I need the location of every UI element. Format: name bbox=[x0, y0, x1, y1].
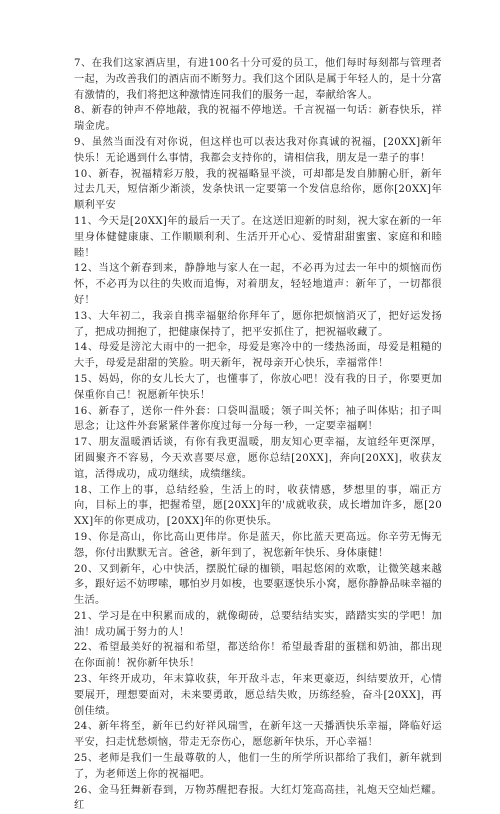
paragraph-24: 24、新年将至，新年已约好祥风瑞雪，在新年这一天播洒快乐幸福，降临好运平安，扫走忧愁烦恼，带走无奈伤心，愿您新年快乐，开心幸福！ bbox=[74, 721, 442, 749]
paragraph-14: 14、母爱是滂沱大雨中的一把伞，母爱是寒冷中的一缕热汤面，母爱是粗糙的大手，母爱是甜甜的笑脸。明天新年，祝母亲开心快乐，幸福常伴！ bbox=[74, 342, 442, 370]
paragraph-16: 16、新春了，送你一件外套：口袋叫温暖；领子叫关怀；袖子叫体贴；扣子叫思念；让这件外套紧紧伴著你度过每一分每一秒，一定要幸福啊！ bbox=[74, 405, 442, 433]
paragraph-17: 17、朋友温暖酒话谈，有你有我更温暖，朋友知心更幸福，友谊经年更深厚，团圆聚齐不容易，今天欢喜要尽意，愿你总结[20XX]，奔向[20XX]，收获友谊，活得成功，成功继续，成绩继续。 bbox=[74, 437, 442, 480]
paragraph-13: 13、大年初二，我亲自携幸福躯给你拜年了，愿你把烦恼消灭了，把好运发扬了，把成功拥抱了，把健康保持了，把平安抓住了，把祝福收藏了。 bbox=[74, 310, 442, 338]
paragraph-7: 7、在我们这家酒店里，有进100名十分可爱的员工，他们每时每刻都与管理者一起，为改善我们的酒店而不断努力。我们这个团队是属于年轻人的，是十分富有激情的，我们将把这种激情连同我们的服务一起，奉献给客人。 bbox=[74, 58, 442, 101]
paragraph-23: 23、年终开成功，年末算收获，年开敌斗志，年来更豪迈，纠结要放开，心情要展开，理想要面对，未来要勇敢，愿总结失败，历练经验，奋斗[20XX]，再创佳绩。 bbox=[74, 674, 442, 717]
paragraph-15: 15、妈妈，你的女儿长大了，也懂事了，你放心吧！没有我的日子，你要更加保重你自己！祝愿新年快乐！ bbox=[74, 373, 442, 401]
paragraph-8: 8、新春的钟声不停地敲，我的祝福不停地送。千言祝福一句话：新春快乐，祥瑞金虎。 bbox=[74, 105, 442, 133]
paragraph-20: 20、又到新年，心中快活，摆脱忙碌的枷锁，唱起悠闲的欢歌，让微笑越来越多，跟好运不妨啰嗦，哪怕岁月如梭，也要驱逐快乐小窝，愿你静静品味幸福的生活。 bbox=[74, 563, 442, 607]
paragraph-19: 19、你是高山，你比高山更伟岸。你是蓝天，你比蓝天更高远。你辛劳无悔无怨，你付出默默无言。爸爸，新年到了，祝您新年快乐、身体康健！ bbox=[74, 531, 442, 559]
paragraph-11: 11、今天是[20XX]年的最后一天了。在这送旧迎新的时刻，祝大家在新的一年里身体健健康康、工作顺顺利利、生活开开心心、爱情甜甜蜜蜜、家庭和和睦睦！ bbox=[74, 215, 442, 259]
paragraph-9: 9、虽然当面没有对你说，但这样也可以表达我对你真诚的祝福，[20XX]新年快乐！无论遇到什么事情，我都会支持你的，请相信我，朋友是一辈子的事！ bbox=[74, 136, 442, 164]
paragraph-10: 10、新春，祝福精彩万般，我的祝福略显平淡，可却都是发自肺腑心肝，新年过去几天，短信渐少渐淡，发条快讯一定要第一个发信息给你，愿你[20XX]年顺利平安 bbox=[74, 168, 442, 212]
paragraph-26: 26、金马狂舞新春到，万物苏醒把春报。大红灯笼高高挂，礼炮天空灿烂耀。红 bbox=[74, 784, 442, 812]
paragraph-18: 18、工作上的事，总结经验，生活上的时，收获情感，梦想里的事，端正方向，目标上的事，把握希望，愿[20XX]年的'成就收获，成长增加许多，愿[20XX]年的你更成功，[20XX]年的你更快乐。 bbox=[74, 484, 442, 528]
paragraph-25: 25、老师是我们一生最尊敬的人，他们一生的所学所识都给了我们，新年就到了，为老师送上你的祝福吧。 bbox=[74, 753, 442, 780]
paragraph-12: 12、当这个新春到来，静静地与家人在一起，不必再为过去一年中的烦恼而伤怀，不必再为以往的失败而追悔，对着朋友，轻轻地道声：新年了，一切都很好！ bbox=[74, 263, 442, 306]
paragraph-22: 22、希望最美好的祝福和希望，都送给你！希望最香甜的蛋糕和奶油，都出现在你面前！祝你新年快乐！ bbox=[74, 642, 442, 670]
paragraph-21: 21、学习是在中积累而成的，就像砌砖，总要结结实实，踏踏实实的学吧！加油！成功属于努力的人！ bbox=[74, 610, 442, 638]
